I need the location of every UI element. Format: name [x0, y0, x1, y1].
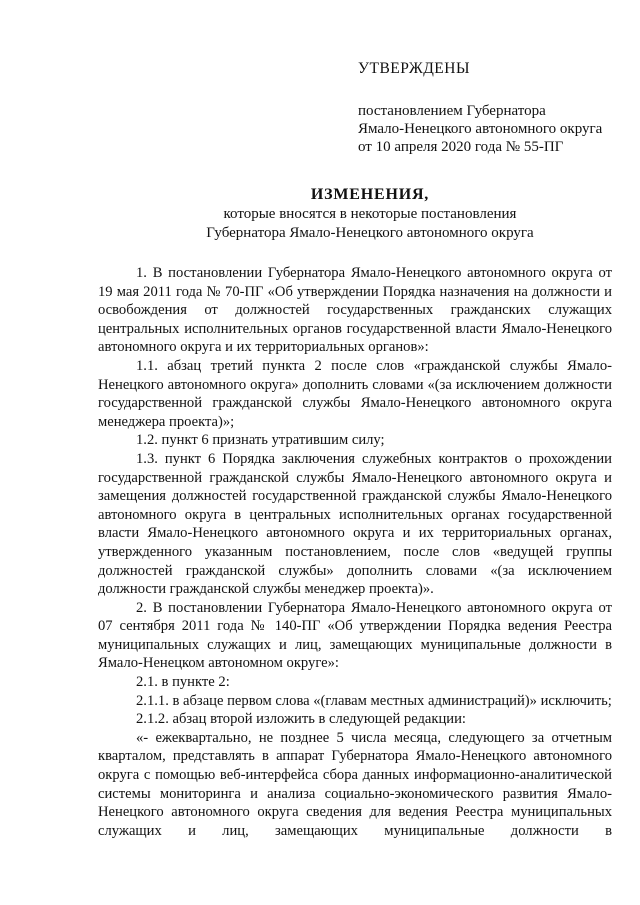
paragraph-1-1: 1.1. абзац третий пункта 2 после слов «гражданской службы Ямало-Ненецкого автономного округа» дополнить словами «(за исключением должности государственной гражданской службы Ямало-Ненецкого автономного округа менеджера проекта)»; [98, 357, 612, 430]
paragraph-2-1: 2.1. в пункте 2: [136, 674, 230, 691]
approval-line: Ямало-Ненецкого автономного округа [358, 121, 603, 137]
document-subtitle: Губернатора Ямало-Ненецкого автономного округа [206, 225, 534, 241]
paragraph-1-3: 1.3. пункт 6 Порядка заключения служебных контрактов о прохождении государственной гражданской службы Ямало-Ненецкого автономного округа и замещения должностей государственной гражданской службы Ямало-Ненецкого автономного округа в центральных исполнительных органах государственной власти Ямало-Ненецкого автономного округа и их территориальных органах, утвержденного указанным постановлением, после слов «ведущей группы должностей гражданской службы» дополнить словами «(за исключением должности гражданской службы менеджер проекта)». [98, 450, 612, 598]
paragraph-1-2: 1.2. пункт 6 признать утратившим силу; [136, 432, 385, 449]
document-body [98, 264, 612, 840]
approval-heading: УТВЕРЖДЕНЫ [358, 60, 470, 77]
paragraph-2-1-1: 2.1.1. в абзаце первом слова «(главам местных администраций)» исключить; [136, 692, 612, 709]
paragraph-quote: «- ежеквартально, не позднее 5 числа месяца, следующего за отчетным кварталом, представлять в аппарат Губернатора Ямало-Ненецкого автономного округа с помощью веб-интерфейса сбора данных информационно-аналитической системы мониторинга и анализа социально-экономического развития Ямало-Ненецкого автономного округа сведения для ведения Реестра муниципальных служащих и лиц, замещающих муниципальные должности в [98, 729, 612, 839]
document-title: ИЗМЕНЕНИЯ, [310, 186, 430, 203]
document-title-block [0, 185, 640, 243]
approval-date-line: от 10 апреля 2020 года № 55-ПГ [358, 139, 564, 155]
paragraph-1: 1. В постановлении Губернатора Ямало-Ненецкого автономного округа от 19 мая 2011 года № 70-ПГ «Об утверждении Порядка назначения на должности и освобождения от должностей государственных гражданских служащих центральных исполнительных органов государственной власти Ямало-Ненецкого автономного округа и их территориальных органов»: [98, 265, 612, 356]
approval-line: постановлением Губернатора [358, 103, 546, 119]
approval-stamp [358, 60, 628, 156]
document-subtitle: которые вносятся в некоторые постановления [223, 206, 517, 222]
paragraph-2: 2. В постановлении Губернатора Ямало-Ненецкого автономного округа от 07 сентября 2011 года № 140-ПГ «Об утверждении Порядка ведения Реестра муниципальных служащих и лиц, замещающих муниципальные должности в Ямало-Ненецком автономном округе»: [98, 599, 612, 672]
paragraph-2-1-2: 2.1.2. абзац второй изложить в следующей редакции: [136, 711, 466, 728]
